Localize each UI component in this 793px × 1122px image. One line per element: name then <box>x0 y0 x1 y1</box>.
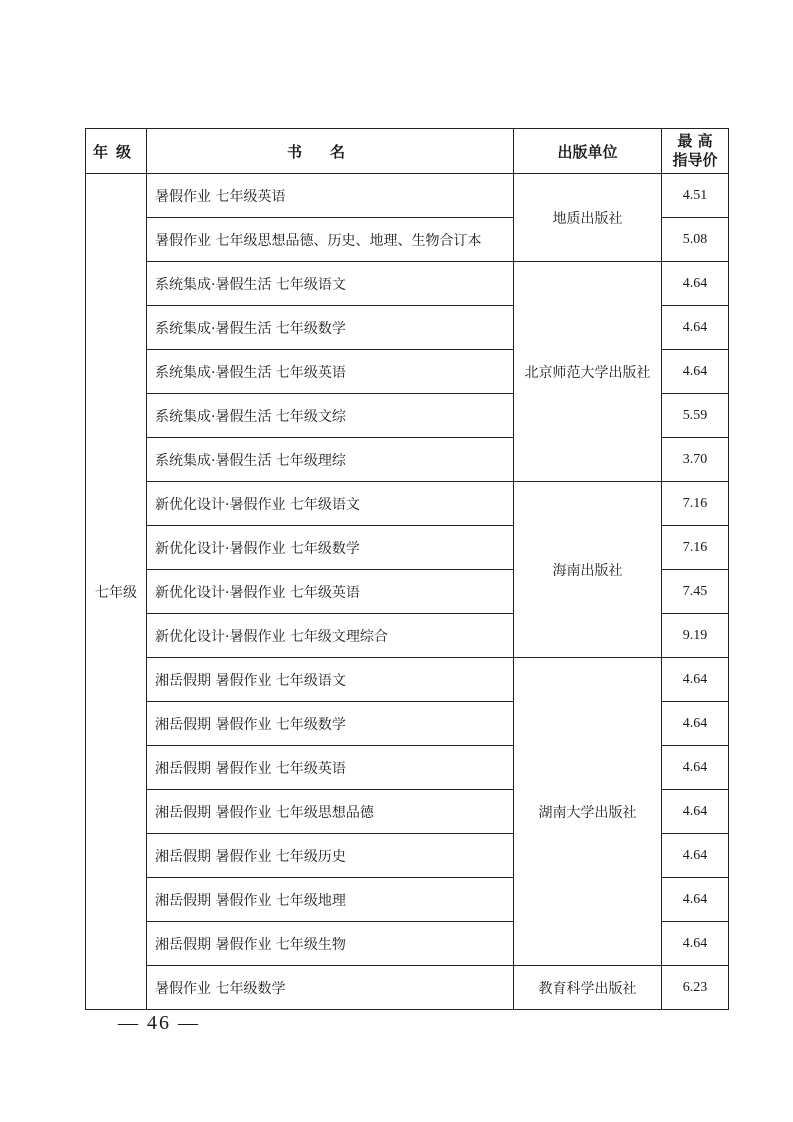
price-cell: 4.64 <box>662 834 729 878</box>
book-title: 系统集成·暑假生活 七年级理综 <box>147 438 514 482</box>
price-cell: 4.64 <box>662 746 729 790</box>
book-title: 系统集成·暑假生活 七年级英语 <box>147 350 514 394</box>
price-cell: 4.64 <box>662 262 729 306</box>
book-title: 新优化设计·暑假作业 七年级英语 <box>147 570 514 614</box>
header-publisher: 出版单位 <box>514 129 662 174</box>
book-title: 暑假作业 七年级思想品德、历史、地理、生物合订本 <box>147 218 514 262</box>
price-cell: 4.64 <box>662 306 729 350</box>
book-title: 新优化设计·暑假作业 七年级文理综合 <box>147 614 514 658</box>
page-number: — 46 — <box>118 1012 200 1034</box>
book-title: 系统集成·暑假生活 七年级文综 <box>147 394 514 438</box>
book-title: 系统集成·暑假生活 七年级语文 <box>147 262 514 306</box>
book-title: 湘岳假期 暑假作业 七年级历史 <box>147 834 514 878</box>
table-row <box>86 482 729 526</box>
book-title: 湘岳假期 暑假作业 七年级英语 <box>147 746 514 790</box>
book-title: 暑假作业 七年级数学 <box>147 966 514 1010</box>
book-title: 湘岳假期 暑假作业 七年级数学 <box>147 702 514 746</box>
publisher-cell: 教育科学出版社 <box>514 966 662 1010</box>
price-cell: 7.16 <box>662 526 729 570</box>
price-cell: 3.70 <box>662 438 729 482</box>
grade-cell: 七年级 <box>86 174 147 1010</box>
publisher-cell: 地质出版社 <box>514 174 662 262</box>
book-title: 新优化设计·暑假作业 七年级语文 <box>147 482 514 526</box>
price-cell: 4.51 <box>662 174 729 218</box>
price-cell: 7.16 <box>662 482 729 526</box>
table-row <box>86 174 729 218</box>
price-cell: 4.64 <box>662 350 729 394</box>
header-price-line1: 最 高 <box>677 132 713 150</box>
header-title: 书名 <box>147 129 514 174</box>
book-title: 湘岳假期 暑假作业 七年级生物 <box>147 922 514 966</box>
book-title: 湘岳假期 暑假作业 七年级地理 <box>147 878 514 922</box>
price-cell: 4.64 <box>662 702 729 746</box>
table-row <box>86 966 729 1010</box>
price-cell: 9.19 <box>662 614 729 658</box>
book-title: 暑假作业 七年级英语 <box>147 174 514 218</box>
price-cell: 6.23 <box>662 966 729 1010</box>
book-title: 湘岳假期 暑假作业 七年级思想品德 <box>147 790 514 834</box>
header-grade: 年级 <box>86 129 147 174</box>
table-row <box>86 658 729 702</box>
publisher-cell: 海南出版社 <box>514 482 662 658</box>
price-cell: 4.64 <box>662 790 729 834</box>
price-cell: 5.59 <box>662 394 729 438</box>
price-cell: 4.64 <box>662 922 729 966</box>
table-row <box>86 262 729 306</box>
header-price-line2: 指导价 <box>672 151 718 169</box>
table-header-row <box>86 129 729 174</box>
book-title: 新优化设计·暑假作业 七年级数学 <box>147 526 514 570</box>
book-title: 湘岳假期 暑假作业 七年级语文 <box>147 658 514 702</box>
publisher-cell: 北京师范大学出版社 <box>514 262 662 482</box>
price-cell: 4.64 <box>662 878 729 922</box>
price-cell: 4.64 <box>662 658 729 702</box>
publisher-cell: 湖南大学出版社 <box>514 658 662 966</box>
price-cell: 5.08 <box>662 218 729 262</box>
price-cell: 7.45 <box>662 570 729 614</box>
price-table <box>85 128 729 1010</box>
book-title: 系统集成·暑假生活 七年级数学 <box>147 306 514 350</box>
header-price <box>662 129 729 174</box>
